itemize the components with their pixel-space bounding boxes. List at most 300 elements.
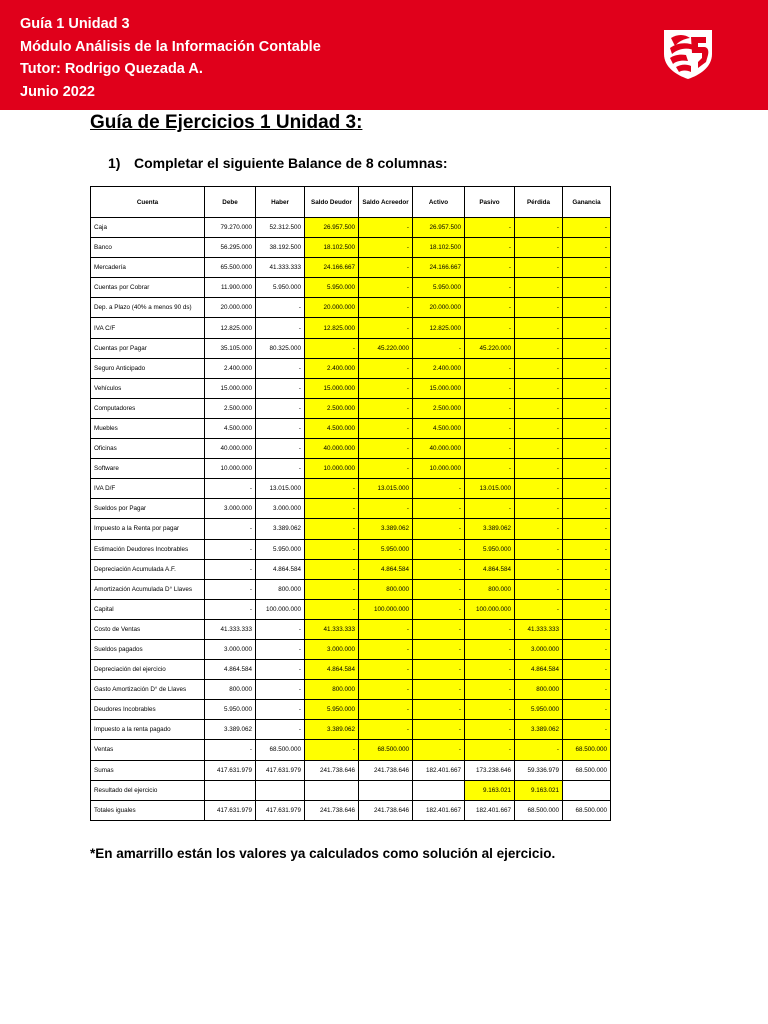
amount-cell: - <box>256 660 305 680</box>
account-name-cell: IVA D/F <box>91 479 205 499</box>
amount-cell: 68.500.000 <box>563 760 611 780</box>
amount-cell: - <box>359 639 413 659</box>
amount-cell: - <box>515 258 563 278</box>
amount-cell: - <box>256 619 305 639</box>
amount-cell: 173.238.646 <box>465 760 515 780</box>
amount-cell: - <box>465 238 515 258</box>
table-row <box>91 358 611 378</box>
amount-cell: 417.631.979 <box>205 760 256 780</box>
amount-cell: - <box>515 338 563 358</box>
amount-cell: 5.950.000 <box>359 539 413 559</box>
account-name-cell: Resultado del ejercicio <box>91 780 205 800</box>
instruction-heading <box>108 155 448 171</box>
table-row <box>91 318 611 338</box>
amount-cell: 3.389.062 <box>359 519 413 539</box>
amount-cell: - <box>465 218 515 238</box>
amount-cell: 241.738.646 <box>359 760 413 780</box>
amount-cell: 5.950.000 <box>515 700 563 720</box>
account-name-cell: Sueldos pagados <box>91 639 205 659</box>
amount-cell: 800.000 <box>465 579 515 599</box>
amount-cell: 241.738.646 <box>359 800 413 820</box>
table-row <box>91 479 611 499</box>
amount-cell: - <box>563 720 611 740</box>
amount-cell: - <box>256 720 305 740</box>
amount-cell: 11.900.000 <box>205 278 256 298</box>
amount-cell: 2.400.000 <box>305 358 359 378</box>
amount-cell: 65.500.000 <box>205 258 256 278</box>
account-name-cell: Seguro Anticipado <box>91 358 205 378</box>
amount-cell: 4.500.000 <box>305 418 359 438</box>
table-row <box>91 499 611 519</box>
column-header-cuenta: Cuenta <box>91 187 205 218</box>
amount-cell: 241.738.646 <box>305 800 359 820</box>
amount-cell: - <box>515 278 563 298</box>
amount-cell: 5.950.000 <box>205 700 256 720</box>
amount-cell: - <box>563 278 611 298</box>
amount-cell: 18.102.500 <box>413 238 465 258</box>
amount-cell: 24.166.667 <box>305 258 359 278</box>
amount-cell: 18.102.500 <box>305 238 359 258</box>
amount-cell: 800.000 <box>515 680 563 700</box>
amount-cell: 5.950.000 <box>256 539 305 559</box>
amount-cell: 20.000.000 <box>205 298 256 318</box>
amount-cell: - <box>465 499 515 519</box>
amount-cell: 40.000.000 <box>305 439 359 459</box>
amount-cell: - <box>515 398 563 418</box>
instruction-text: Completar el siguiente Balance de 8 columnas: <box>134 155 448 171</box>
amount-cell: - <box>465 439 515 459</box>
amount-cell: 59.336.979 <box>515 760 563 780</box>
amount-cell <box>359 780 413 800</box>
table-row <box>91 378 611 398</box>
amount-cell: 182.401.667 <box>413 800 465 820</box>
amount-cell: - <box>413 599 465 619</box>
amount-cell: 3.000.000 <box>256 499 305 519</box>
amount-cell: - <box>465 459 515 479</box>
amount-cell: 800.000 <box>205 680 256 700</box>
amount-cell <box>305 780 359 800</box>
amount-cell: 3.389.062 <box>465 519 515 539</box>
account-name-cell: Software <box>91 459 205 479</box>
amount-cell: - <box>205 479 256 499</box>
amount-cell: - <box>465 418 515 438</box>
table-row <box>91 599 611 619</box>
amount-cell: - <box>256 418 305 438</box>
header-module-name: Módulo Análisis de la Información Contable <box>20 38 321 55</box>
amount-cell: - <box>563 599 611 619</box>
amount-cell: 41.333.333 <box>256 258 305 278</box>
account-name-cell: Costo de Ventas <box>91 619 205 639</box>
amount-cell: - <box>205 519 256 539</box>
amount-cell: 3.000.000 <box>205 499 256 519</box>
amount-cell: - <box>563 398 611 418</box>
amount-cell: 100.000.000 <box>256 599 305 619</box>
amount-cell: - <box>515 599 563 619</box>
account-name-cell: Amortización Acumulada D° Llaves <box>91 579 205 599</box>
amount-cell: - <box>256 298 305 318</box>
amount-cell: 241.738.646 <box>305 760 359 780</box>
amount-cell <box>563 780 611 800</box>
header-date: Junio 2022 <box>20 83 95 100</box>
header-guide-title: Guía 1 Unidad 3 <box>20 16 130 32</box>
amount-cell: - <box>205 539 256 559</box>
account-name-cell: Vehículos <box>91 378 205 398</box>
amount-cell: - <box>305 499 359 519</box>
account-name-cell: Cuentas por Pagar <box>91 338 205 358</box>
university-shield-logo-icon <box>660 24 716 80</box>
table-row <box>91 238 611 258</box>
amount-cell: 5.950.000 <box>413 278 465 298</box>
account-name-cell: Caja <box>91 218 205 238</box>
amount-cell: 68.500.000 <box>515 800 563 820</box>
amount-cell: 3.000.000 <box>515 639 563 659</box>
table-row <box>91 800 611 820</box>
amount-cell: 15.000.000 <box>205 378 256 398</box>
amount-cell: - <box>465 680 515 700</box>
amount-cell: - <box>305 479 359 499</box>
amount-cell: 12.825.000 <box>205 318 256 338</box>
amount-cell: - <box>256 439 305 459</box>
amount-cell: - <box>305 338 359 358</box>
amount-cell: - <box>515 479 563 499</box>
amount-cell <box>256 780 305 800</box>
account-name-cell: IVA C/F <box>91 318 205 338</box>
amount-cell: - <box>359 459 413 479</box>
amount-cell: - <box>413 579 465 599</box>
amount-cell: 2.500.000 <box>205 398 256 418</box>
amount-cell: - <box>515 238 563 258</box>
table-row <box>91 619 611 639</box>
amount-cell: - <box>205 579 256 599</box>
amount-cell: 35.105.000 <box>205 338 256 358</box>
amount-cell: 13.015.000 <box>256 479 305 499</box>
amount-cell: 3.389.062 <box>515 720 563 740</box>
amount-cell: - <box>256 700 305 720</box>
amount-cell: 12.825.000 <box>413 318 465 338</box>
amount-cell: - <box>465 740 515 760</box>
amount-cell <box>205 780 256 800</box>
account-name-cell: Estimación Deudores Incobrables <box>91 539 205 559</box>
amount-cell: 20.000.000 <box>413 298 465 318</box>
amount-cell: - <box>563 258 611 278</box>
amount-cell: - <box>515 519 563 539</box>
amount-cell: 100.000.000 <box>465 599 515 619</box>
amount-cell: 38.192.500 <box>256 238 305 258</box>
amount-cell: 4.864.584 <box>256 559 305 579</box>
amount-cell: - <box>515 418 563 438</box>
amount-cell: 9.163.021 <box>465 780 515 800</box>
amount-cell: - <box>515 378 563 398</box>
amount-cell: - <box>256 680 305 700</box>
account-name-cell: Mercadería <box>91 258 205 278</box>
table-row <box>91 418 611 438</box>
amount-cell: - <box>359 720 413 740</box>
amount-cell: - <box>563 619 611 639</box>
header-banner <box>0 0 768 110</box>
amount-cell: - <box>465 720 515 740</box>
amount-cell: 3.389.062 <box>256 519 305 539</box>
amount-cell: - <box>359 499 413 519</box>
table-row <box>91 660 611 680</box>
amount-cell: 800.000 <box>256 579 305 599</box>
amount-cell: - <box>413 519 465 539</box>
account-name-cell: Dep. a Plazo (40% a menos 90 ds) <box>91 298 205 318</box>
amount-cell: - <box>515 298 563 318</box>
account-name-cell: Ventas <box>91 740 205 760</box>
amount-cell: 2.400.000 <box>413 358 465 378</box>
amount-cell: 40.000.000 <box>413 439 465 459</box>
amount-cell: - <box>563 418 611 438</box>
amount-cell: - <box>413 639 465 659</box>
amount-cell: 9.163.021 <box>515 780 563 800</box>
amount-cell: - <box>563 700 611 720</box>
account-name-cell: Impuesto a la Renta por pagar <box>91 519 205 539</box>
header-text-block <box>20 13 321 103</box>
amount-cell: 68.500.000 <box>563 800 611 820</box>
table-row <box>91 740 611 760</box>
amount-cell: 79.270.000 <box>205 218 256 238</box>
amount-cell: 2.500.000 <box>413 398 465 418</box>
amount-cell: - <box>413 619 465 639</box>
amount-cell: - <box>465 700 515 720</box>
amount-cell: 41.333.333 <box>305 619 359 639</box>
amount-cell: - <box>413 680 465 700</box>
amount-cell: - <box>305 519 359 539</box>
amount-cell: - <box>563 338 611 358</box>
table-row <box>91 218 611 238</box>
amount-cell: 20.000.000 <box>305 298 359 318</box>
amount-cell: - <box>465 258 515 278</box>
amount-cell: - <box>563 298 611 318</box>
amount-cell: - <box>256 358 305 378</box>
amount-cell: 15.000.000 <box>413 378 465 398</box>
amount-cell: - <box>305 559 359 579</box>
amount-cell: - <box>563 559 611 579</box>
amount-cell: - <box>515 358 563 378</box>
column-header-haber: Haber <box>256 187 305 218</box>
amount-cell: 5.950.000 <box>305 700 359 720</box>
amount-cell: 4.864.584 <box>515 660 563 680</box>
account-name-cell: Cuentas por Cobrar <box>91 278 205 298</box>
amount-cell: - <box>359 660 413 680</box>
amount-cell: - <box>563 479 611 499</box>
table-row <box>91 720 611 740</box>
column-header-ganancia: Ganancia <box>563 187 611 218</box>
table-row <box>91 760 611 780</box>
amount-cell: - <box>515 439 563 459</box>
amount-cell: - <box>359 439 413 459</box>
amount-cell: 12.825.000 <box>305 318 359 338</box>
account-name-cell: Oficinas <box>91 439 205 459</box>
amount-cell: - <box>563 358 611 378</box>
amount-cell: - <box>359 700 413 720</box>
table-row <box>91 519 611 539</box>
amount-cell: - <box>359 418 413 438</box>
amount-cell: 3.389.062 <box>305 720 359 740</box>
column-header-saldo-deudor: Saldo Deudor <box>305 187 359 218</box>
amount-cell: - <box>515 559 563 579</box>
amount-cell: - <box>465 619 515 639</box>
amount-cell: - <box>563 639 611 659</box>
amount-cell: - <box>305 740 359 760</box>
balance-8-columns-table <box>90 186 611 821</box>
amount-cell: - <box>563 539 611 559</box>
table-body <box>91 218 611 821</box>
amount-cell: 100.000.000 <box>359 599 413 619</box>
amount-cell: - <box>413 720 465 740</box>
table-row <box>91 539 611 559</box>
amount-cell: - <box>359 680 413 700</box>
amount-cell: - <box>413 539 465 559</box>
amount-cell: 24.166.667 <box>413 258 465 278</box>
amount-cell: 15.000.000 <box>305 378 359 398</box>
account-name-cell: Totales iguales <box>91 800 205 820</box>
amount-cell: 13.015.000 <box>359 479 413 499</box>
amount-cell: 4.864.584 <box>305 660 359 680</box>
amount-cell: 13.015.000 <box>465 479 515 499</box>
column-header-perdida: Pérdida <box>515 187 563 218</box>
amount-cell: 417.631.979 <box>256 800 305 820</box>
amount-cell: - <box>515 318 563 338</box>
account-name-cell: Muebles <box>91 418 205 438</box>
amount-cell: 182.401.667 <box>465 800 515 820</box>
amount-cell: - <box>465 278 515 298</box>
amount-cell: 45.220.000 <box>465 338 515 358</box>
table-row <box>91 398 611 418</box>
amount-cell: - <box>413 499 465 519</box>
amount-cell: 417.631.979 <box>256 760 305 780</box>
amount-cell: - <box>563 459 611 479</box>
account-name-cell: Depreciación del ejercicio <box>91 660 205 680</box>
table-header-row <box>91 187 611 218</box>
table-row <box>91 258 611 278</box>
amount-cell: - <box>359 378 413 398</box>
amount-cell: 5.950.000 <box>256 278 305 298</box>
table-row <box>91 639 611 659</box>
amount-cell: 2.500.000 <box>305 398 359 418</box>
amount-cell: 10.000.000 <box>413 459 465 479</box>
amount-cell: 800.000 <box>359 579 413 599</box>
amount-cell: - <box>359 258 413 278</box>
document-title: Guía de Ejercicios 1 Unidad 3: <box>90 112 363 133</box>
amount-cell: 80.325.000 <box>256 338 305 358</box>
table-row <box>91 439 611 459</box>
amount-cell: - <box>205 740 256 760</box>
amount-cell: - <box>205 599 256 619</box>
amount-cell: - <box>413 740 465 760</box>
amount-cell: - <box>515 740 563 760</box>
amount-cell: - <box>413 559 465 579</box>
header-tutor: Tutor: Rodrigo Quezada A. <box>20 61 203 77</box>
table-row <box>91 700 611 720</box>
amount-cell: - <box>305 539 359 559</box>
amount-cell: - <box>563 519 611 539</box>
amount-cell: - <box>515 499 563 519</box>
table-row <box>91 278 611 298</box>
amount-cell: 68.500.000 <box>256 740 305 760</box>
table-row <box>91 780 611 800</box>
column-header-activo: Activo <box>413 187 465 218</box>
amount-cell: - <box>413 700 465 720</box>
amount-cell: - <box>563 218 611 238</box>
amount-cell: 4.500.000 <box>205 418 256 438</box>
amount-cell: 5.950.000 <box>465 539 515 559</box>
account-name-cell: Sumas <box>91 760 205 780</box>
amount-cell: 10.000.000 <box>305 459 359 479</box>
amount-cell: - <box>359 218 413 238</box>
amount-cell: 56.295.000 <box>205 238 256 258</box>
amount-cell: 68.500.000 <box>359 740 413 760</box>
amount-cell: 4.864.584 <box>359 559 413 579</box>
amount-cell: 2.400.000 <box>205 358 256 378</box>
amount-cell: - <box>563 579 611 599</box>
amount-cell: - <box>563 680 611 700</box>
amount-cell: - <box>359 278 413 298</box>
account-name-cell: Banco <box>91 238 205 258</box>
amount-cell: 3.000.000 <box>205 639 256 659</box>
account-name-cell: Depreciación Acumulada A.F. <box>91 559 205 579</box>
amount-cell: - <box>256 318 305 338</box>
amount-cell <box>413 780 465 800</box>
amount-cell: - <box>359 398 413 418</box>
table-row <box>91 559 611 579</box>
amount-cell: - <box>465 358 515 378</box>
amount-cell: - <box>563 439 611 459</box>
amount-cell: - <box>563 318 611 338</box>
amount-cell: - <box>563 499 611 519</box>
account-name-cell: Impuesto a la renta pagado <box>91 720 205 740</box>
amount-cell: 45.220.000 <box>359 338 413 358</box>
column-header-pasivo: Pasivo <box>465 187 515 218</box>
amount-cell: 5.950.000 <box>305 278 359 298</box>
column-header-debe: Debe <box>205 187 256 218</box>
amount-cell: 40.000.000 <box>205 439 256 459</box>
table-row <box>91 298 611 318</box>
amount-cell: 182.401.667 <box>413 760 465 780</box>
amount-cell: 52.312.500 <box>256 218 305 238</box>
account-name-cell: Sueldos por Pagar <box>91 499 205 519</box>
amount-cell: 26.957.500 <box>413 218 465 238</box>
amount-cell: - <box>413 660 465 680</box>
amount-cell: - <box>563 378 611 398</box>
amount-cell: 41.333.333 <box>515 619 563 639</box>
amount-cell: - <box>465 298 515 318</box>
instruction-number: 1) <box>108 155 121 171</box>
table-row <box>91 579 611 599</box>
amount-cell: - <box>563 660 611 680</box>
column-header-saldo-acreedor: Saldo Acreedor <box>359 187 413 218</box>
amount-cell: 26.957.500 <box>305 218 359 238</box>
amount-cell: 4.864.584 <box>465 559 515 579</box>
amount-cell: 41.333.333 <box>205 619 256 639</box>
amount-cell: - <box>563 238 611 258</box>
amount-cell: 3.000.000 <box>305 639 359 659</box>
amount-cell: - <box>359 619 413 639</box>
amount-cell: 4.500.000 <box>413 418 465 438</box>
amount-cell: 4.864.584 <box>205 660 256 680</box>
amount-cell: 417.631.979 <box>205 800 256 820</box>
amount-cell: - <box>413 338 465 358</box>
yellow-highlight-note: *En amarrillo están los valores ya calculados como solución al ejercicio. <box>90 846 556 861</box>
account-name-cell: Capital <box>91 599 205 619</box>
table-row <box>91 338 611 358</box>
amount-cell: - <box>205 559 256 579</box>
account-name-cell: Deudores Incobrables <box>91 700 205 720</box>
table-row <box>91 680 611 700</box>
amount-cell: - <box>515 459 563 479</box>
amount-cell: - <box>465 660 515 680</box>
amount-cell: - <box>256 398 305 418</box>
